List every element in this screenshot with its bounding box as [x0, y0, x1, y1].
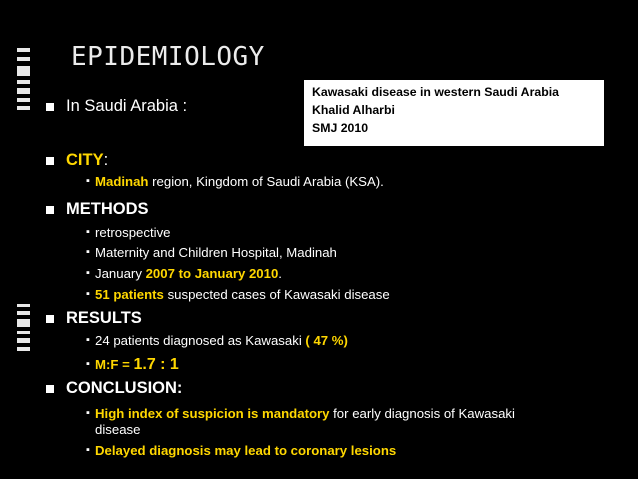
results-item-diagnosed: [86, 332, 348, 349]
small-bullet-icon: ▪: [86, 334, 90, 346]
city-colon: :: [103, 151, 109, 169]
methods-item-text: retrospective: [95, 225, 171, 240]
city-label: CITY: [66, 151, 104, 169]
methods-label: METHODS: [66, 200, 149, 218]
city-highlight: Madinah: [95, 174, 149, 189]
dates-prefix: January: [95, 266, 146, 281]
reference-line-2: Khalid Alharbi: [312, 103, 395, 117]
small-bullet-icon: ▪: [86, 358, 90, 370]
methods-item-patients: [86, 286, 390, 303]
suspicion-rest: for early diagnosis of Kawasaki: [329, 406, 515, 421]
dates-suffix: .: [278, 266, 282, 281]
reference-line-3: SMJ 2010: [312, 121, 369, 135]
suspicion-highlight: High index of suspicion is mandatory: [95, 406, 330, 421]
patients-rest: suspected cases of Kawasaki disease: [163, 287, 390, 302]
results-label: RESULTS: [66, 309, 142, 327]
small-bullet-icon: ▪: [86, 226, 90, 238]
patients-highlight: 51 patients: [95, 287, 164, 302]
small-bullet-icon: ▪: [86, 267, 90, 279]
slide-title: EPIDEMIOLOGY: [71, 42, 265, 72]
conclusion-item-suspicion: [86, 405, 515, 422]
square-bullet-icon: [46, 103, 54, 111]
small-bullet-icon: ▪: [86, 444, 90, 456]
square-bullet-icon: [46, 315, 54, 323]
reference-line-1: Kawasaki disease in western Saudi Arabia: [312, 85, 559, 99]
bullet-in-saudi-arabia: [46, 96, 187, 116]
methods-item-text: Maternity and Children Hospital, Madinah: [95, 245, 337, 260]
diagnosed-highlight: ( 47 %): [305, 333, 348, 348]
square-bullet-icon: [46, 206, 54, 214]
small-bullet-icon: ▪: [86, 407, 90, 419]
dates-highlight: 2007 to January 2010: [145, 266, 279, 281]
methods-item-dates: [86, 265, 282, 282]
city-item: [86, 173, 384, 190]
decorative-stripes-bottom: [17, 304, 30, 352]
conclusion-item-delayed: [86, 442, 396, 459]
city-rest: region, Kingdom of Saudi Arabia (KSA).: [148, 174, 384, 189]
decorative-stripes-top: [17, 48, 30, 110]
results-item-ratio: [86, 356, 179, 373]
bullet-city: [46, 150, 108, 170]
in-saudi-text: In Saudi Arabia :: [66, 97, 188, 115]
square-bullet-icon: [46, 385, 54, 393]
conclusion-item-suspicion-cont: [86, 421, 140, 438]
small-bullet-icon: ▪: [86, 246, 90, 258]
reference-box: [304, 80, 604, 146]
small-bullet-icon: ▪: [86, 175, 90, 187]
conclusion-label: CONCLUSION:: [66, 379, 183, 397]
bullet-results: [46, 308, 142, 328]
bullet-methods: [46, 199, 149, 219]
small-bullet-icon: ▪: [86, 288, 90, 300]
ratio-label: M:F =: [95, 357, 134, 372]
methods-item-hospital: [86, 244, 337, 261]
ratio-value: 1.7 : 1: [133, 356, 179, 373]
square-bullet-icon: [46, 157, 54, 165]
methods-item-retrospective: [86, 224, 171, 241]
suspicion-continuation: disease: [95, 422, 141, 437]
delayed-highlight: Delayed diagnosis may lead to coronary lesions: [95, 443, 397, 458]
diagnosed-text: 24 patients diagnosed as Kawasaki: [95, 333, 306, 348]
bullet-conclusion: [46, 378, 182, 398]
